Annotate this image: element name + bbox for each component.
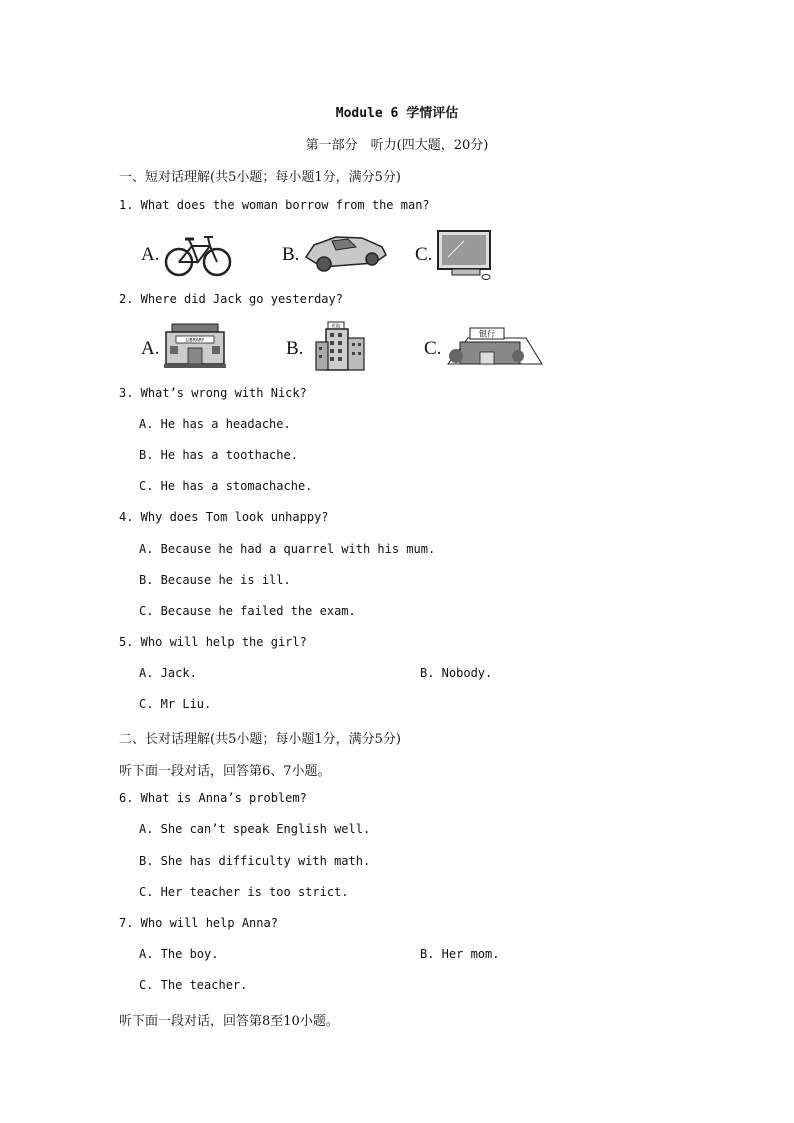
library-sign-text: LIBRARY [185,338,205,344]
q3-option-b: B. He has a toothache. [139,448,298,462]
section-2-heading: 二、长对话理解(共5小题；每小题1分，满分5分) [119,732,401,747]
hospital-building-icon [314,320,366,372]
q1-option-c-label: C. [415,244,433,265]
q5-option-a: A. Jack. [139,666,197,680]
q2-option-c-label: C. [424,338,442,359]
bank-icon [446,326,544,366]
q2-option-a-label: A. [141,338,160,359]
q1-option-a-label: A. [141,244,160,265]
q5-option-c: C. Mr Liu. [139,697,212,711]
q5-option-b: B. Nobody. [420,666,493,680]
question-7: 7. Who will help Anna? [119,916,278,930]
q4-option-a: A. Because he had a quarrel with his mum. [139,542,436,556]
question-3: 3. What’s wrong with Nick? [119,386,307,400]
q6-option-c: C. Her teacher is too strict. [139,885,349,899]
q7-option-c: C. The teacher. [139,978,248,992]
dialogue-intro-8-10: 听下面一段对话，回答第8至10小题。 [119,1014,339,1029]
section-1-heading: 一、短对话理解(共5小题；每小题1分，满分5分) [119,170,401,185]
question-5: 5. Who will help the girl? [119,635,307,649]
question-4: 4. Why does Tom look unhappy? [119,510,329,524]
q7-option-b: B. Her mom. [420,947,500,961]
q2-option-b-label: B. [286,338,304,359]
q4-option-b: B. Because he is ill. [139,573,291,587]
computer-monitor-icon [436,229,494,281]
question-2: 2. Where did Jack go yesterday? [119,292,343,306]
page-title: Module 6 学情评估 [335,106,459,121]
part-heading: 第一部分 听力(四大题，20分) [305,138,489,153]
question-6: 6. What is Anna’s problem? [119,791,307,805]
q7-option-a: A. The boy. [139,947,219,961]
q3-option-a: A. He has a headache. [139,417,291,431]
car-icon [302,233,388,275]
hospital-sign-text: 医院 [331,324,341,330]
dialogue-intro-6-7: 听下面一段对话，回答第6、7小题。 [119,764,331,779]
q3-option-c: C. He has a stomachache. [139,479,313,493]
library-icon [162,322,228,370]
question-1: 1. What does the woman borrow from the man? [119,198,430,212]
bicycle-icon [162,232,234,278]
q6-option-b: B. She has difficulty with math. [139,854,371,868]
q1-option-b-label: B. [282,244,300,265]
bank-sign-text: 银行 [479,329,495,339]
q6-option-a: A. She can’t speak English well. [139,822,371,836]
q4-option-c: C. Because he failed the exam. [139,604,356,618]
